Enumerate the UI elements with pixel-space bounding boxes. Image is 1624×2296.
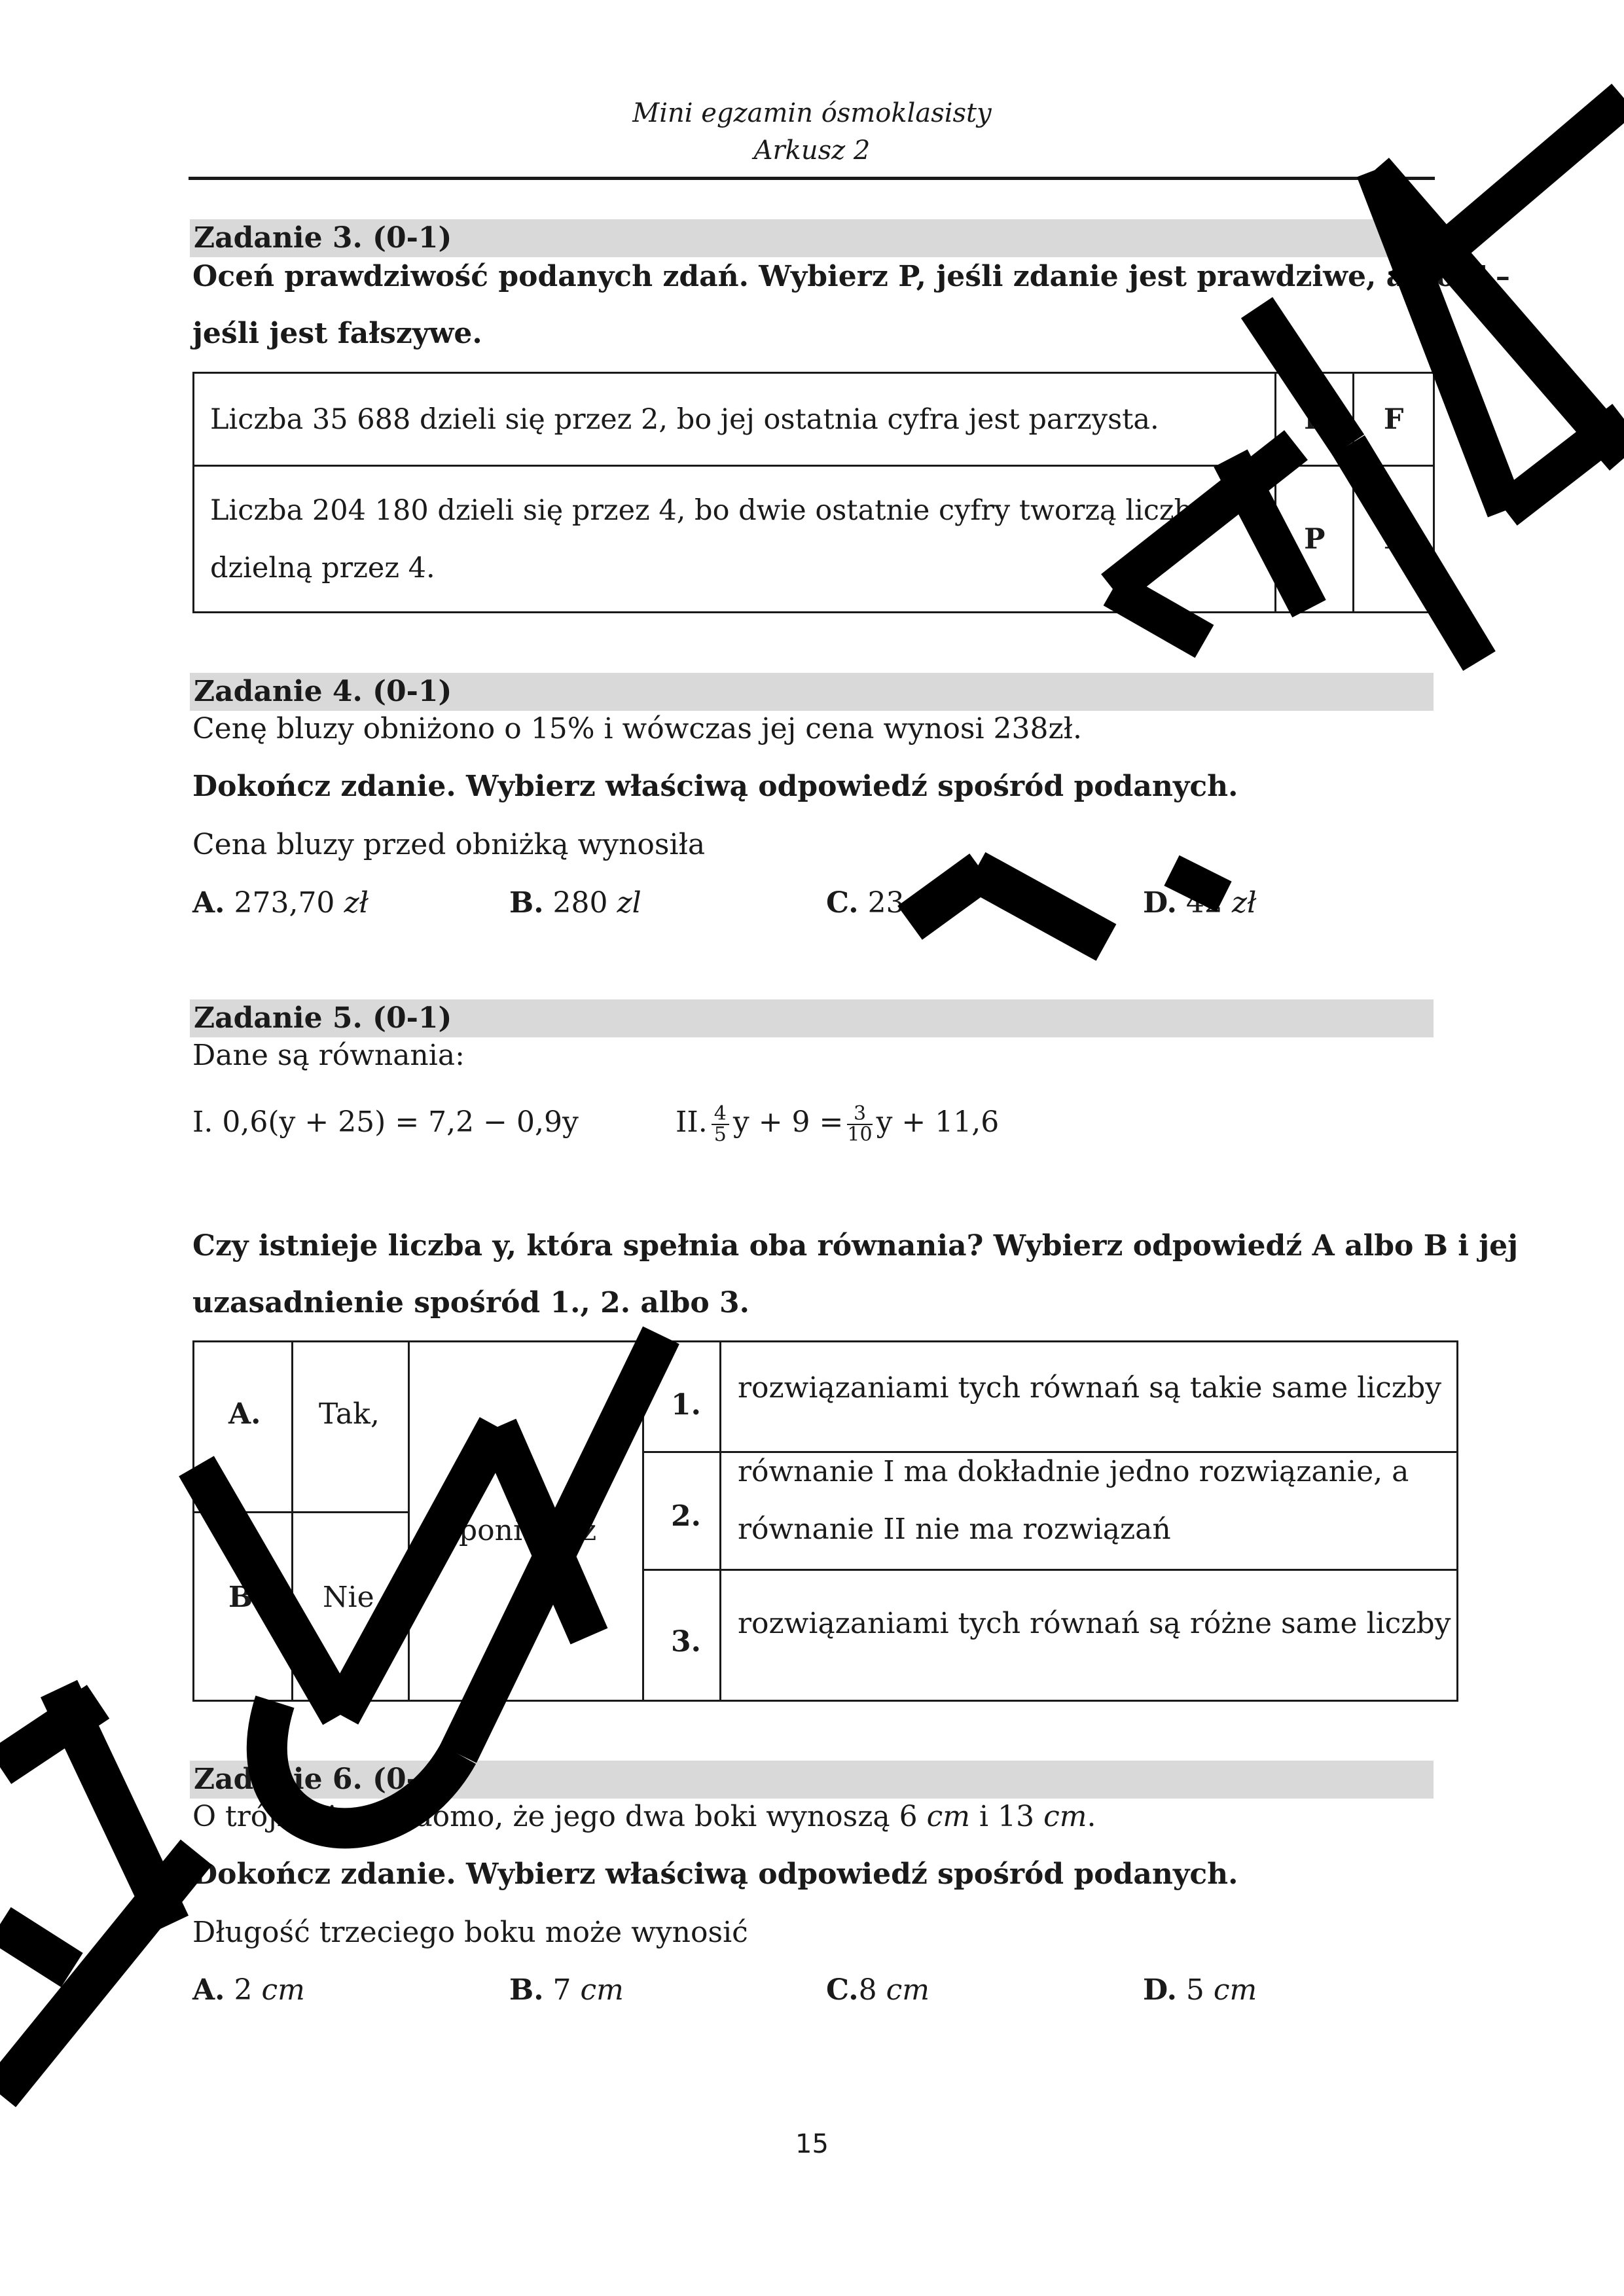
- task5-eq2-frac1-den: 5: [713, 1122, 727, 1146]
- task5-question-2: uzasadnienie spośród 1., 2. albo 3.: [192, 1286, 749, 1319]
- task6-option-b-letter: B.: [509, 1973, 544, 2007]
- task3-row-2-text-1: Liczba 204 180 dzieli się przez 4, bo dwie ostatnie cyfry tworzą liczbę –: [210, 493, 1232, 527]
- task3-row-1-text: Liczba 35 688 dzieli się przez 2, bo jej ostatnia cyfra jest parzysta.: [210, 403, 1159, 436]
- task3-row-2-p-label: P: [1304, 522, 1326, 556]
- task5-option-a-letter[interactable]: A.: [228, 1397, 261, 1431]
- watermark-stroke-k3: [1172, 870, 1224, 897]
- task5-reason-2-text-2[interactable]: równanie II nie ma rozwiązań: [738, 1513, 1171, 1546]
- task4-option-b-unit: zl: [617, 886, 641, 920]
- watermark-stroke-e2: [1113, 589, 1204, 641]
- task5-reason-1-text[interactable]: rozwiązaniami tych równań są takie same liczby: [738, 1371, 1442, 1405]
- task5-option-a-text[interactable]: Tak,: [319, 1397, 380, 1431]
- task4-option-b-value: 280: [552, 886, 608, 920]
- task3-instruction-2: jeśli jest fałszywe.: [192, 317, 482, 350]
- watermark-stroke-k2: [975, 870, 1106, 942]
- task4-option-a-unit: zł: [344, 886, 369, 920]
- task5-question-1: Czy istnieje liczba y, która spełnia oba równania? Wybierz odpowiedź A albo B i jej: [192, 1229, 1519, 1263]
- task6-prompt: Długość trzeciego boku może wynosić: [192, 1916, 748, 1949]
- task5-eq2-end: y + 11,6: [876, 1105, 1000, 1139]
- task6-option-a-unit: cm: [261, 1973, 305, 2007]
- task6-option-c-letter: C.: [826, 1973, 859, 2007]
- task5-option-b-text[interactable]: Nie,: [323, 1581, 384, 1614]
- task6-instruction: Dokończ zdanie. Wybierz właściwą odpowiedź spośród podanych.: [192, 1857, 1238, 1891]
- watermark-stroke-a3: [59, 1689, 170, 1924]
- task3-title: Zadanie 3. (0-1): [194, 221, 452, 255]
- task4-option-a-value: 273,70: [234, 886, 335, 920]
- watermark-strokes: [0, 98, 1624, 2094]
- task4-option-b-letter: B.: [509, 886, 544, 920]
- task5-reason-1-num[interactable]: 1.: [671, 1388, 701, 1422]
- task3-row-2-text-2: dzielną przez 4.: [210, 551, 435, 584]
- task6-stem-mid: i 13: [979, 1800, 1035, 1833]
- task6-option-d-value: 5: [1185, 1973, 1204, 2007]
- task6-option-c-unit: cm: [886, 1973, 929, 2007]
- task6-stem-unit2: cm: [1043, 1800, 1087, 1833]
- task5-eq2-frac2-den: 10: [847, 1122, 873, 1146]
- task6-title: Zadanie 6. (0-1): [194, 1763, 452, 1796]
- task5-reason-3-text[interactable]: rozwiązaniami tych równań są różne same liczby: [738, 1607, 1451, 1640]
- task3-row-1-p-label: P: [1304, 403, 1326, 436]
- task5-reason-2-text-1[interactable]: równanie I ma dokładnie jedno rozwiązanie, a: [738, 1455, 1409, 1488]
- page-number: 15: [795, 2129, 829, 2159]
- task5-eq2-frac1-num: 4: [712, 1104, 729, 1125]
- watermark-stroke-m5: [1257, 308, 1348, 445]
- watermark-stroke-j2: [267, 1702, 458, 1828]
- task4-stem: Cenę bluzy obniżono o 15% i wówczas jej cena wynosi 238zł.: [192, 712, 1082, 745]
- watermark-stroke-a4: [0, 1924, 72, 1970]
- header-subtitle: Arkusz 2: [753, 135, 871, 166]
- task4-option-d-value: 42: [1185, 886, 1223, 920]
- task4-option-d-letter: D.: [1143, 886, 1177, 920]
- task6-option-b-unit: cm: [580, 1973, 624, 2007]
- task4-title: Zadanie 4. (0-1): [194, 675, 452, 708]
- task5-eq2-prefix: II.: [676, 1105, 708, 1139]
- task5-reason-2-num[interactable]: 2.: [671, 1499, 701, 1533]
- task3-row-2-f-label: F: [1383, 522, 1404, 556]
- watermark-stroke-n2: [340, 1427, 497, 1715]
- task6-stem-pre: O trójkącie wiadomo, że jego dwa boki wynoszą 6: [192, 1800, 918, 1833]
- watermark-stroke-n1: [196, 1466, 340, 1715]
- task6-option-c-value: 8: [858, 1973, 877, 2007]
- task5-title: Zadanie 5. (0-1): [194, 1001, 452, 1035]
- task5-connector: ponieważ: [459, 1514, 597, 1547]
- task6-option-a-value: 2: [234, 1973, 253, 2007]
- task6-stem-unit1: cm: [926, 1800, 971, 1833]
- task3-row-1-f-label: F: [1383, 403, 1404, 436]
- task4-option-d-unit: zł: [1231, 886, 1257, 920]
- task5-stem: Dane są równania:: [192, 1039, 465, 1072]
- task4-option-c-value: 23: [867, 886, 905, 920]
- task6-option-d-letter: D.: [1143, 1973, 1177, 2007]
- task5-eq2-mid: y + 9 =: [732, 1105, 844, 1139]
- header-title: Mini egzamin ósmoklasisty: [632, 98, 992, 128]
- task4-option-c-letter: C.: [826, 886, 859, 920]
- watermark-stroke-m6: [1348, 445, 1479, 661]
- task3-instruction-1: Oceń prawdziwość podanych zdań. Wybierz P, jeśli zdanie jest prawdziwe, albo F –: [192, 260, 1510, 293]
- task5-option-b-letter[interactable]: B.: [228, 1581, 263, 1614]
- task4-option-a-letter: A.: [192, 886, 225, 920]
- task6-option-a-letter: A.: [192, 1973, 225, 2007]
- task4-instruction: Dokończ zdanie. Wybierz właściwą odpowiedź spośród podanych.: [192, 770, 1238, 803]
- task6-stem-end: .: [1087, 1800, 1096, 1833]
- task4-prompt: Cena bluzy przed obniżką wynosiła: [192, 828, 706, 861]
- task4-option-c-unit: zł: [913, 886, 939, 920]
- task6-option-b-value: 7: [552, 1973, 571, 2007]
- task6-option-d-unit: cm: [1213, 1973, 1257, 2007]
- task5-reason-3-num[interactable]: 3.: [671, 1625, 701, 1659]
- task5-eq2-frac2-num: 3: [847, 1104, 872, 1125]
- task5-equation-1: I. 0,6(y + 25) = 7,2 − 0,9y: [192, 1105, 579, 1139]
